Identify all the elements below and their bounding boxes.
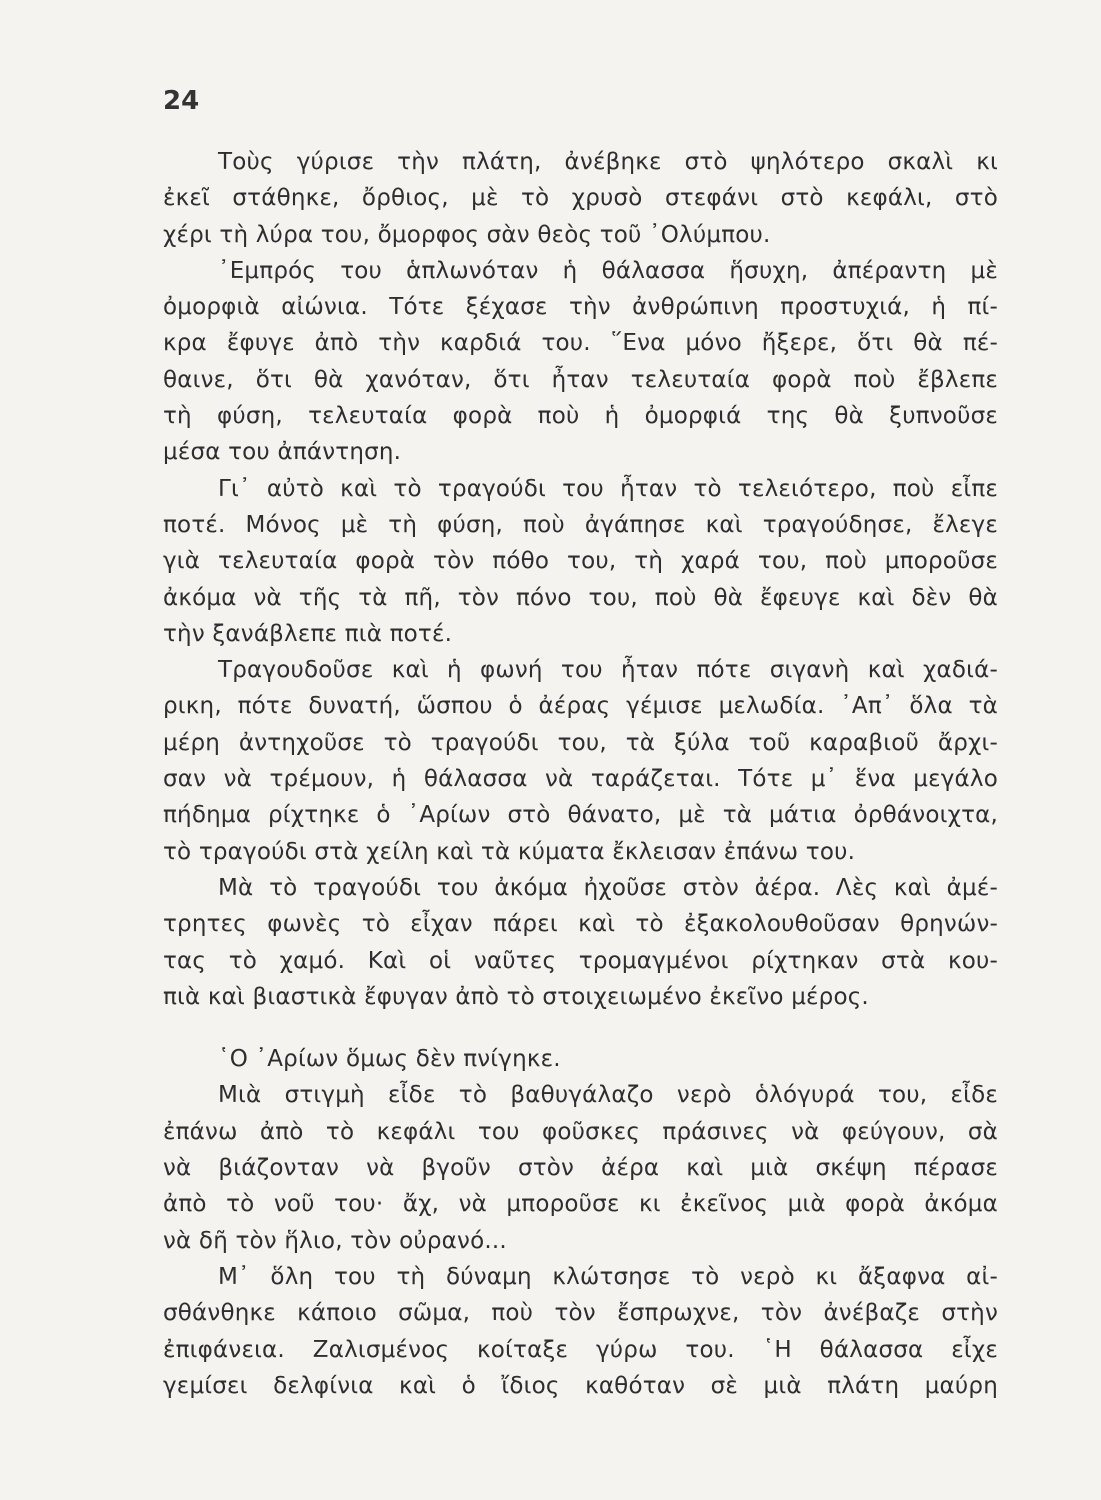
text-line: Τραγουδοῦσε καὶ ἡ φωνή του ἦταν πότε σιγανὴ καὶ χαδιά- [218,657,998,684]
text-line: μέρη ἀντηχοῦσε τὸ τραγούδι του, τὰ ξύλα τοῦ καραβιοῦ ἄρχι- [163,729,998,756]
text-line: πήδημα ρίχτηκε ὁ ᾿Αρίων στὸ θάνατο, μὲ τὰ μάτια ὀρθάνοιχτα, [163,802,998,829]
text-line: Γι᾿ αὐτὸ καὶ τὸ τραγούδι του ἦταν τὸ τελειότερο, ποὺ εἶπε [218,475,998,502]
text-line: Μ᾿ ὅλη του τὴ δύναμη κλώτσησε τὸ νερὸ κι ἄξαφνα αἰ- [218,1263,998,1290]
text-line: χέρι τὴ λύρα του, ὄμορφος σὰν θεὸς τοῦ ᾿Ολύμπου. [163,221,771,248]
text-line: τας τὸ χαμό. Καὶ οἱ ναῦτες τρομαγμένοι ρίχτηκαν στὰ κου- [163,947,998,974]
page-number: 24 [163,86,200,116]
text-line: ῾Ο ᾿Αρίων ὅμως δὲν πνίγηκε. [218,1046,561,1073]
text-line: ποτέ. Μόνος μὲ τὴ φύση, ποὺ ἀγάπησε καὶ τραγούδησε, ἔλεγε [163,511,998,538]
text-line: τρητες φωνὲς τὸ εἶχαν πάρει καὶ τὸ ἐξακολουθοῦσαν θρηνών- [163,911,998,938]
text-line: νὰ δῆ τὸν ἥλιο, τὸν οὐρανό... [163,1227,507,1254]
text-line: γιὰ τελευταία φορὰ τὸν πόθο του, τὴ χαρά του, ποὺ μποροῦσε [163,548,998,575]
text-line: ὀμορφιὰ αἰώνια. Τότε ξέχασε τὴν ἀνθρώπινη προστυχιά, ἡ πί- [163,294,998,321]
text-line: ἐπάνω ἀπὸ τὸ κεφάλι του φοῦσκες πράσινες νὰ φεύγουν, σὰ [163,1118,998,1145]
body-text [163,144,998,1404]
text-line: πιὰ καὶ βιαστικὰ ἔφυγαν ἀπὸ τὸ στοιχειωμένο ἐκεῖνο μέρος. [163,983,869,1010]
text-line: ἐκεῖ στάθηκε, ὄρθιος, μὲ τὸ χρυσὸ στεφάνι στὸ κεφάλι, στὸ [163,185,998,212]
text-line: τὴ φύση, τελευταία φορὰ ποὺ ἡ ὀμορφιά της θὰ ξυπνοῦσε [163,403,998,430]
text-line: ἐπιφάνεια. Ζαλισμένος κοίταξε γύρω του. ῾Η θάλασσα εἶχε [163,1336,998,1363]
text-line: τὸ τραγούδι στὰ χείλη καὶ τὰ κύματα ἔκλεισαν ἐπάνω του. [163,838,856,865]
text-line: Τοὺς γύρισε τὴν πλάτη, ἀνέβηκε στὸ ψηλότερο σκαλὶ κι [218,149,998,175]
text-line: θαινε, ὅτι θὰ χανόταν, ὅτι ἦταν τελευταία φορὰ ποὺ ἔβλεπε [163,366,998,393]
text-line: Μὰ τὸ τραγούδι του ἀκόμα ἠχοῦσε στὸν ἀέρα. Λὲς καὶ ἀμέ- [218,874,998,901]
text-line: ἀπὸ τὸ νοῦ του· ἄχ, νὰ μποροῦσε κι ἐκεῖνος μιὰ φορὰ ἀκόμα [163,1191,998,1218]
text-line: ᾿Εμπρός του ἁπλωνόταν ἡ θάλασσα ἥσυχη, ἀπέραντη μὲ [218,257,998,284]
text-line: νὰ βιάζονταν νὰ βγοῦν στὸν ἀέρα καὶ μιὰ σκέψη πέρασε [163,1155,998,1182]
text-line: σαν νὰ τρέμουν, ἡ θάλασσα νὰ ταράζεται. Τότε μ᾿ ἕνα μεγάλο [163,766,998,793]
text-line: Μιὰ στιγμὴ εἶδε τὸ βαθυγάλαζο νερὸ ὁλόγυρά του, εἶδε [218,1082,998,1109]
text-line: τὴν ξανάβλεπε πιὰ ποτέ. [163,620,453,647]
text-line: γεμίσει δελφίνια καὶ ὁ ἴδιος καθόταν σὲ μιὰ πλάτη μαύρη [163,1372,998,1399]
text-line: ἀκόμα νὰ τῆς τὰ πῆ, τὸν πόνο του, ποὺ θὰ ἔφευγε καὶ δὲν θὰ [163,584,998,611]
text-line: μέσα του ἀπάντηση. [163,439,402,466]
text-line: κρα ἔφυγε ἀπὸ τὴν καρδιά του. ῞Ενα μόνο ἤξερε, ὅτι θὰ πέ- [163,330,998,357]
text-line: ρικη, πότε δυνατή, ὥσπου ὁ ἀέρας γέμισε μελωδία. ᾿Απ᾿ ὅλα τὰ [163,693,998,720]
text-line: σθάνθηκε κάποιο σῶμα, ποὺ τὸν ἔσπρωχνε, τὸν ἀνέβαζε στὴν [163,1300,998,1327]
